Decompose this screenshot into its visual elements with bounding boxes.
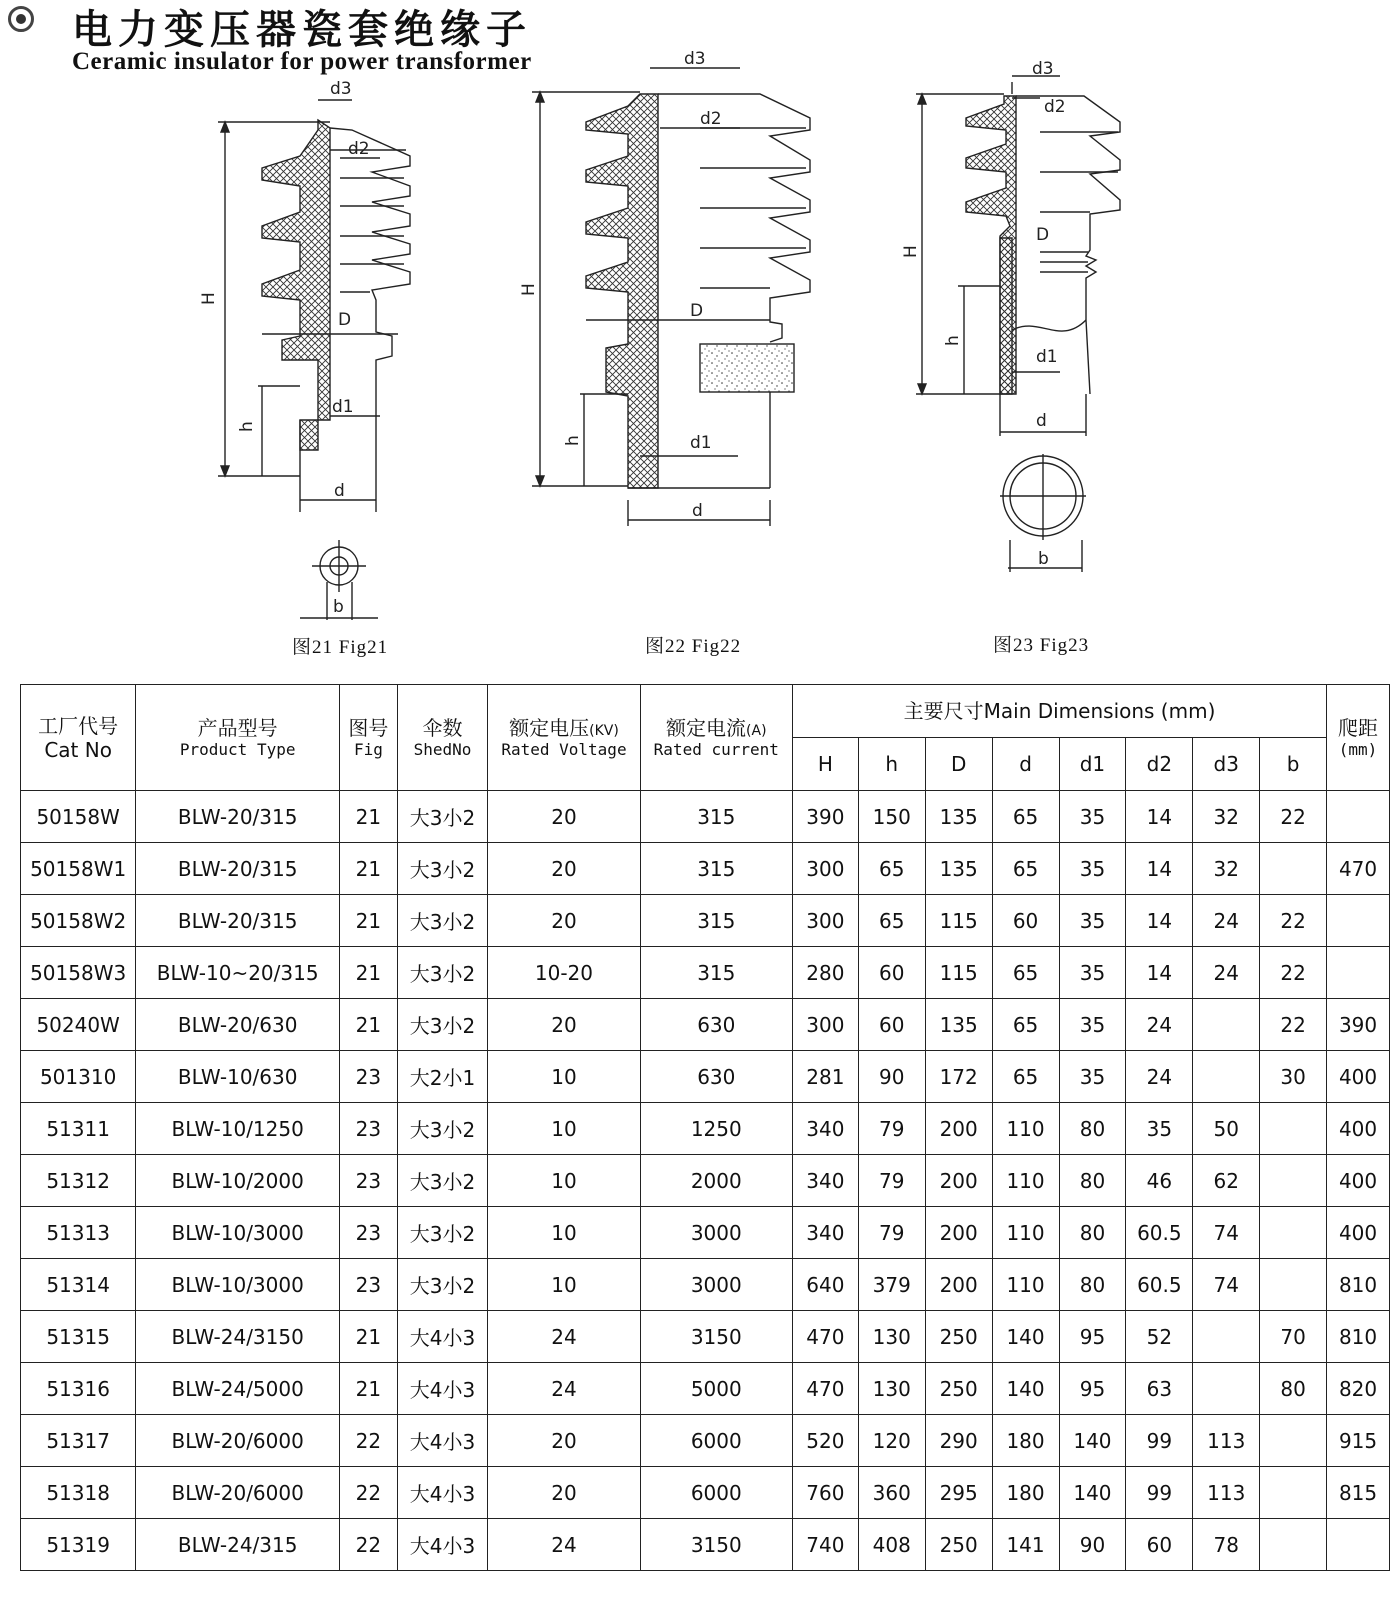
fig23-label-D: D <box>1036 225 1050 245</box>
header-creepage: 爬距 (mm) <box>1327 685 1390 791</box>
cell-fig: 21 <box>340 843 398 895</box>
header-dim-h: h <box>858 738 925 791</box>
cell-type: BLW-20/630 <box>136 999 340 1051</box>
cell-creep: 470 <box>1327 843 1390 895</box>
cell-cat: 51316 <box>21 1363 136 1415</box>
cell-fig: 23 <box>340 1103 398 1155</box>
cell-kv: 10 <box>488 1103 640 1155</box>
cell-D: 200 <box>925 1207 992 1259</box>
cell-d1: 80 <box>1059 1103 1126 1155</box>
cell-shed: 大3小2 <box>397 1259 488 1311</box>
cell-H: 740 <box>792 1519 858 1571</box>
cell-H: 520 <box>792 1415 858 1467</box>
header-rated-voltage: 额定电压(KV) Rated Voltage <box>488 685 640 791</box>
fig22-label-h: h <box>563 435 583 446</box>
cell-b <box>1260 843 1327 895</box>
cell-creep: 400 <box>1327 1207 1390 1259</box>
cell-h: 120 <box>858 1415 925 1467</box>
cell-d3: 50 <box>1193 1103 1260 1155</box>
table-row <box>21 1155 1390 1207</box>
cell-d3: 24 <box>1193 947 1260 999</box>
cell-a: 315 <box>640 791 792 843</box>
cell-d3 <box>1193 1363 1260 1415</box>
table-row <box>21 1259 1390 1311</box>
cell-d: 65 <box>992 1051 1059 1103</box>
cell-cat: 51318 <box>21 1467 136 1519</box>
cell-D: 250 <box>925 1519 992 1571</box>
table-row <box>21 895 1390 947</box>
table-row <box>21 1363 1390 1415</box>
cell-a: 3000 <box>640 1207 792 1259</box>
cell-H: 470 <box>792 1311 858 1363</box>
fig22-drawing <box>532 68 810 526</box>
cell-shed: 大3小2 <box>397 895 488 947</box>
header-dim-b: b <box>1260 738 1327 791</box>
cell-type: BLW-24/5000 <box>136 1363 340 1415</box>
fig23-label-d1: d1 <box>1036 347 1058 367</box>
fig22-label-d: d <box>692 501 703 521</box>
cell-creep: 820 <box>1327 1363 1390 1415</box>
cell-a: 6000 <box>640 1467 792 1519</box>
cell-type: BLW-20/315 <box>136 791 340 843</box>
cell-d1: 35 <box>1059 947 1126 999</box>
cell-b <box>1260 1415 1327 1467</box>
cell-fig: 22 <box>340 1519 398 1571</box>
cell-D: 250 <box>925 1363 992 1415</box>
cell-kv: 20 <box>488 1415 640 1467</box>
cell-d1: 80 <box>1059 1259 1126 1311</box>
cell-d3: 74 <box>1193 1259 1260 1311</box>
cell-creep: 815 <box>1327 1467 1390 1519</box>
cell-H: 300 <box>792 999 858 1051</box>
fig21-drawing <box>218 100 410 620</box>
cell-creep: 400 <box>1327 1155 1390 1207</box>
cell-d: 65 <box>992 791 1059 843</box>
header-dim-d3: d3 <box>1193 738 1260 791</box>
cell-d: 180 <box>992 1415 1059 1467</box>
cell-kv: 10 <box>488 1259 640 1311</box>
cell-creep: 810 <box>1327 1311 1390 1363</box>
cell-shed: 大2小1 <box>397 1051 488 1103</box>
cell-h: 79 <box>858 1155 925 1207</box>
table-row <box>21 791 1390 843</box>
cell-d: 140 <box>992 1363 1059 1415</box>
cell-type: BLW-10/1250 <box>136 1103 340 1155</box>
fig23-label-d: d <box>1036 411 1047 431</box>
cell-kv: 10 <box>488 1051 640 1103</box>
cell-d: 65 <box>992 947 1059 999</box>
cell-cat: 50158W2 <box>21 895 136 947</box>
cell-b: 22 <box>1260 895 1327 947</box>
page-title-cn: 电力变压器瓷套绝缘子 <box>72 7 532 53</box>
cell-type: BLW-20/315 <box>136 895 340 947</box>
cell-D: 200 <box>925 1259 992 1311</box>
table-row <box>21 1311 1390 1363</box>
header-cat-no: 工厂代号 Cat No <box>21 685 136 791</box>
cell-H: 280 <box>792 947 858 999</box>
fig23-label-d2: d2 <box>1044 97 1066 117</box>
table-row <box>21 1415 1390 1467</box>
fig23-drawing <box>916 76 1120 572</box>
cell-D: 115 <box>925 947 992 999</box>
cell-type: BLW-20/6000 <box>136 1467 340 1519</box>
cell-cat: 50158W1 <box>21 843 136 895</box>
fig21-label-d1: d1 <box>332 397 354 417</box>
cell-shed: 大3小2 <box>397 843 488 895</box>
cell-type: BLW-20/6000 <box>136 1415 340 1467</box>
cell-creep: 400 <box>1327 1103 1390 1155</box>
cell-shed: 大3小2 <box>397 1207 488 1259</box>
fig21-label-d2: d2 <box>348 139 370 159</box>
cell-b <box>1260 1155 1327 1207</box>
cell-fig: 23 <box>340 1259 398 1311</box>
header-dim-d2: d2 <box>1126 738 1193 791</box>
cell-fig: 21 <box>340 791 398 843</box>
cell-d1: 80 <box>1059 1207 1126 1259</box>
cell-d2: 99 <box>1126 1467 1193 1519</box>
cell-kv: 24 <box>488 1519 640 1571</box>
cell-a: 315 <box>640 895 792 947</box>
header-main-dimensions: 主要尺寸Main Dimensions (mm) <box>792 685 1326 738</box>
cell-d3: 24 <box>1193 895 1260 947</box>
cell-shed: 大4小3 <box>397 1519 488 1571</box>
cell-a: 6000 <box>640 1415 792 1467</box>
cell-b: 22 <box>1260 791 1327 843</box>
cell-h: 360 <box>858 1467 925 1519</box>
table-row <box>21 1519 1390 1571</box>
cell-h: 130 <box>858 1311 925 1363</box>
cell-d1: 35 <box>1059 895 1126 947</box>
cell-d3: 62 <box>1193 1155 1260 1207</box>
cell-cat: 50158W3 <box>21 947 136 999</box>
cell-a: 3000 <box>640 1259 792 1311</box>
cell-d2: 60.5 <box>1126 1259 1193 1311</box>
cell-D: 115 <box>925 895 992 947</box>
cell-d1: 35 <box>1059 843 1126 895</box>
cell-shed: 大3小2 <box>397 1155 488 1207</box>
cell-d: 180 <box>992 1467 1059 1519</box>
cell-cat: 51314 <box>21 1259 136 1311</box>
cell-d3 <box>1193 1311 1260 1363</box>
fig21-label-h: h <box>237 421 257 432</box>
cell-h: 408 <box>858 1519 925 1571</box>
header-dim-d: d <box>992 738 1059 791</box>
cell-D: 250 <box>925 1311 992 1363</box>
table-row <box>21 947 1390 999</box>
fig22-label-d3: d3 <box>684 49 706 69</box>
cell-d1: 90 <box>1059 1519 1126 1571</box>
cell-shed: 大4小3 <box>397 1363 488 1415</box>
cell-cat: 51317 <box>21 1415 136 1467</box>
cell-h: 79 <box>858 1103 925 1155</box>
cell-d: 60 <box>992 895 1059 947</box>
cell-kv: 20 <box>488 999 640 1051</box>
spec-table <box>20 684 1390 1571</box>
cell-a: 2000 <box>640 1155 792 1207</box>
cell-shed: 大3小2 <box>397 999 488 1051</box>
cell-d3 <box>1193 999 1260 1051</box>
cell-H: 300 <box>792 895 858 947</box>
cell-creep <box>1327 791 1390 843</box>
cell-b: 70 <box>1260 1311 1327 1363</box>
cell-d2: 14 <box>1126 791 1193 843</box>
cell-kv: 10-20 <box>488 947 640 999</box>
cell-D: 135 <box>925 791 992 843</box>
cell-D: 200 <box>925 1155 992 1207</box>
cell-kv: 20 <box>488 791 640 843</box>
cell-d3: 32 <box>1193 791 1260 843</box>
cell-H: 470 <box>792 1363 858 1415</box>
cell-d1: 35 <box>1059 791 1126 843</box>
cell-d: 141 <box>992 1519 1059 1571</box>
table-row <box>21 1103 1390 1155</box>
cell-b: 22 <box>1260 999 1327 1051</box>
cell-d2: 14 <box>1126 895 1193 947</box>
cell-kv: 24 <box>488 1363 640 1415</box>
cell-a: 3150 <box>640 1311 792 1363</box>
cell-fig: 21 <box>340 1363 398 1415</box>
cell-kv: 20 <box>488 843 640 895</box>
header-dim-d1: d1 <box>1059 738 1126 791</box>
cell-a: 1250 <box>640 1103 792 1155</box>
cell-H: 340 <box>792 1207 858 1259</box>
spec-table-body <box>21 791 1390 1571</box>
cell-type: BLW-24/3150 <box>136 1311 340 1363</box>
table-row <box>21 999 1390 1051</box>
cell-b <box>1260 1467 1327 1519</box>
cell-D: 295 <box>925 1467 992 1519</box>
cell-d: 65 <box>992 999 1059 1051</box>
cell-fig: 22 <box>340 1415 398 1467</box>
fig21-label-d: d <box>334 481 345 501</box>
cell-cat: 50158W <box>21 791 136 843</box>
cell-d3 <box>1193 1051 1260 1103</box>
cell-fig: 23 <box>340 1155 398 1207</box>
cell-a: 315 <box>640 843 792 895</box>
fig21-caption: 图21 Fig21 <box>292 637 389 658</box>
cell-type: BLW-10/2000 <box>136 1155 340 1207</box>
fig23-label-b: b <box>1038 549 1049 569</box>
cell-d1: 35 <box>1059 1051 1126 1103</box>
cell-kv: 10 <box>488 1207 640 1259</box>
fig23-label-H: H <box>901 245 921 258</box>
cell-cat: 51312 <box>21 1155 136 1207</box>
cell-d2: 60.5 <box>1126 1207 1193 1259</box>
cell-cat: 501310 <box>21 1051 136 1103</box>
cell-d3: 78 <box>1193 1519 1260 1571</box>
cell-h: 79 <box>858 1207 925 1259</box>
cell-H: 340 <box>792 1155 858 1207</box>
header-dim-D: D <box>925 738 992 791</box>
fig22-label-H: H <box>519 283 539 296</box>
cell-d2: 35 <box>1126 1103 1193 1155</box>
cell-cat: 51311 <box>21 1103 136 1155</box>
cell-b <box>1260 1519 1327 1571</box>
cell-d1: 35 <box>1059 999 1126 1051</box>
cell-kv: 24 <box>488 1311 640 1363</box>
header-rated-current: 额定电流(A) Rated current <box>640 685 792 791</box>
cell-creep: 810 <box>1327 1259 1390 1311</box>
table-row <box>21 843 1390 895</box>
fig21-label-D: D <box>338 310 352 330</box>
page-title-en: Ceramic insulator for power transformer <box>72 48 532 75</box>
fig23-label-d3: d3 <box>1032 59 1054 79</box>
cell-a: 5000 <box>640 1363 792 1415</box>
cell-d2: 24 <box>1126 1051 1193 1103</box>
cell-h: 60 <box>858 999 925 1051</box>
cell-h: 90 <box>858 1051 925 1103</box>
cell-kv: 20 <box>488 895 640 947</box>
fig22-caption: 图22 Fig22 <box>645 636 742 657</box>
cell-d2: 63 <box>1126 1363 1193 1415</box>
fig22-label-d1: d1 <box>690 433 712 453</box>
cell-D: 135 <box>925 843 992 895</box>
cell-d2: 60 <box>1126 1519 1193 1571</box>
cell-d2: 14 <box>1126 947 1193 999</box>
cell-d1: 80 <box>1059 1155 1126 1207</box>
fig22-label-d2: d2 <box>700 109 722 129</box>
cell-D: 200 <box>925 1103 992 1155</box>
cell-cat: 51315 <box>21 1311 136 1363</box>
cell-d: 110 <box>992 1207 1059 1259</box>
cell-cat: 50240W <box>21 999 136 1051</box>
cell-h: 65 <box>858 843 925 895</box>
cell-H: 390 <box>792 791 858 843</box>
cell-h: 379 <box>858 1259 925 1311</box>
cell-shed: 大3小2 <box>397 791 488 843</box>
header-dim-H: H <box>792 738 858 791</box>
fig21-label-b: b <box>333 597 344 617</box>
cell-fig: 22 <box>340 1467 398 1519</box>
cell-d: 140 <box>992 1311 1059 1363</box>
cell-fig: 21 <box>340 947 398 999</box>
cell-creep <box>1327 895 1390 947</box>
cell-b <box>1260 1207 1327 1259</box>
cell-d: 65 <box>992 843 1059 895</box>
cell-type: BLW-10/630 <box>136 1051 340 1103</box>
cell-D: 135 <box>925 999 992 1051</box>
cell-creep: 915 <box>1327 1415 1390 1467</box>
cell-a: 630 <box>640 1051 792 1103</box>
cell-H: 760 <box>792 1467 858 1519</box>
cell-h: 130 <box>858 1363 925 1415</box>
cell-d: 110 <box>992 1103 1059 1155</box>
cell-H: 340 <box>792 1103 858 1155</box>
cell-fig: 21 <box>340 999 398 1051</box>
table-row <box>21 1467 1390 1519</box>
cell-d1: 140 <box>1059 1415 1126 1467</box>
cell-D: 290 <box>925 1415 992 1467</box>
cell-fig: 21 <box>340 1311 398 1363</box>
fig23-label-h: h <box>943 335 963 346</box>
cell-b <box>1260 1103 1327 1155</box>
fig21-label-H: H <box>199 292 219 305</box>
cell-d3: 113 <box>1193 1467 1260 1519</box>
cell-creep <box>1327 947 1390 999</box>
cell-creep: 390 <box>1327 999 1390 1051</box>
cell-H: 281 <box>792 1051 858 1103</box>
cell-type: BLW-10/3000 <box>136 1259 340 1311</box>
cell-shed: 大3小2 <box>397 947 488 999</box>
header-product-type: 产品型号 Product Type <box>136 685 340 791</box>
cell-creep <box>1327 1519 1390 1571</box>
cell-h: 60 <box>858 947 925 999</box>
cell-d2: 52 <box>1126 1311 1193 1363</box>
cell-fig: 21 <box>340 895 398 947</box>
cell-cat: 51319 <box>21 1519 136 1571</box>
cell-d2: 99 <box>1126 1415 1193 1467</box>
header-fig: 图号 Fig <box>340 685 398 791</box>
cell-b: 80 <box>1260 1363 1327 1415</box>
table-row <box>21 1051 1390 1103</box>
cell-type: BLW-10~20/315 <box>136 947 340 999</box>
cell-type: BLW-24/315 <box>136 1519 340 1571</box>
cell-H: 300 <box>792 843 858 895</box>
cell-d1: 140 <box>1059 1467 1126 1519</box>
cell-d3: 74 <box>1193 1207 1260 1259</box>
cell-kv: 10 <box>488 1155 640 1207</box>
cell-kv: 20 <box>488 1467 640 1519</box>
cell-creep: 400 <box>1327 1051 1390 1103</box>
cell-type: BLW-20/315 <box>136 843 340 895</box>
cell-b: 30 <box>1260 1051 1327 1103</box>
cell-d2: 14 <box>1126 843 1193 895</box>
cell-a: 630 <box>640 999 792 1051</box>
cell-h: 65 <box>858 895 925 947</box>
cell-type: BLW-10/3000 <box>136 1207 340 1259</box>
cell-b <box>1260 1259 1327 1311</box>
fig22-label-D: D <box>690 301 704 321</box>
cell-fig: 23 <box>340 1207 398 1259</box>
cell-D: 172 <box>925 1051 992 1103</box>
cell-d3: 32 <box>1193 843 1260 895</box>
cell-shed: 大4小3 <box>397 1467 488 1519</box>
table-row <box>21 1207 1390 1259</box>
cell-shed: 大4小3 <box>397 1311 488 1363</box>
cell-fig: 23 <box>340 1051 398 1103</box>
cell-d1: 95 <box>1059 1363 1126 1415</box>
cell-d1: 95 <box>1059 1311 1126 1363</box>
bullet-icon <box>8 6 34 32</box>
cell-d3: 113 <box>1193 1415 1260 1467</box>
cell-d: 110 <box>992 1259 1059 1311</box>
cell-shed: 大4小3 <box>397 1415 488 1467</box>
cell-cat: 51313 <box>21 1207 136 1259</box>
fig23-caption: 图23 Fig23 <box>993 635 1090 656</box>
cell-shed: 大3小2 <box>397 1103 488 1155</box>
cell-h: 150 <box>858 791 925 843</box>
header-shed-no: 伞数 ShedNo <box>397 685 488 791</box>
cell-d: 110 <box>992 1155 1059 1207</box>
fig21-label-d3: d3 <box>330 79 352 99</box>
cell-a: 3150 <box>640 1519 792 1571</box>
cell-a: 315 <box>640 947 792 999</box>
cell-d2: 24 <box>1126 999 1193 1051</box>
cell-H: 640 <box>792 1259 858 1311</box>
cell-d2: 46 <box>1126 1155 1193 1207</box>
cell-b: 22 <box>1260 947 1327 999</box>
